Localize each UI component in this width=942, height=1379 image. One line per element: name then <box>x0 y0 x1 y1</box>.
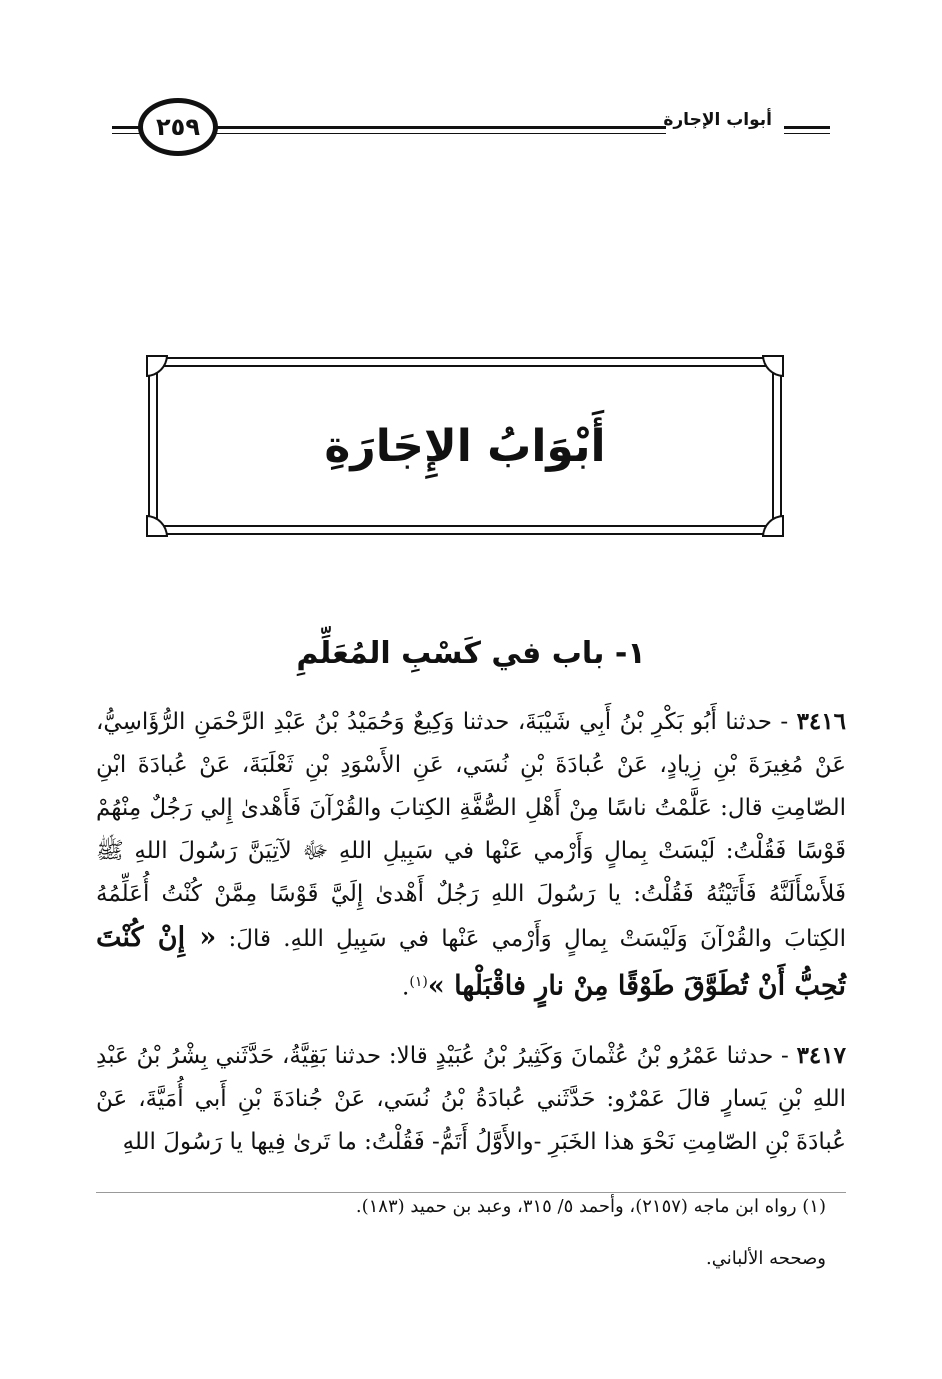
hadith-number: ٣٤١٦ <box>796 708 846 735</box>
hadith-text: - حدثنا أَبُو بَكْرِ بْنُ أَبِي شَيْبَةَ، حدثنا وَكِيعٌ وَحُمَيْدُ بْنُ عَبْدِ الرَّحْمَنِ الرُّؤَاسِيُّ، عَنْ مُغِيرَةَ بْنِ زِيادٍ، عَنْ عُبادَةَ بْنِ نُسَي، عَنِ الأَسْوَدِ بْنِ ثَعْلَبَةَ، عَنْ عُبادَةَ ابْنِ الصّامِتِ قال: عَلَّمْتُ ناسًا مِنْ أَهْلِ الصُّفَّةِ الكِتابَ والقُرْآنَ فَأَهْدىٰ إِلي رَجُلٌ مِنْهُمْ قَوْسًا فَقُلْتُ: لَيْسَتْ بِمالٍ وَأَرْمي عَنْها في سَبِيلِ اللهِ ﷻ لآتِيَنَّ رَسُولَ اللهِ ﷺ فَلأَسْأَلَنَّهُ فَأَتَيْتُهُ فَقُلْتُ: يا رَسُولَ اللهِ رَجُلٌ أَهْدىٰ إِلَيَّ قَوْسًا مِمَّنْ كُنْتُ أُعَلِّمُهُ الكِتابَ والقُرْآنَ وَلَيْسَتْ بِمالٍ وَأَرْمي عَنْها في سَبِيلِ اللهِ. قالَ: <box>96 709 846 952</box>
hadith-paragraph <box>96 1034 846 1164</box>
chapter-heading: ١- باب في كَسْبِ المُعَلِّمِ <box>296 636 646 671</box>
hadith-text: - حدثنا عَمْرُو بْنُ عُثْمانَ وَكَثِيرُ بْنُ عُبَيْدٍ قالا: حدثنا بَقِيَّةُ، حَدَّثَني بِشْرُ بْنُ عَبْدِ اللهِ بْنِ يَسارٍ قالَ عَمْرٌو: حَدَّثَني عُبادَةُ بْنُ نُسَي، عَنْ جُنادَةَ بْنِ أَبي أُمَيَّةَ، عَنْ عُبادَةَ بْنِ الصّامِتِ نَحْوَ هذا الخَبَرِ -والأَوَّلُ أَتَمُّ- فَقُلْتُ: ما تَرىٰ فِيها يا رَسُولَ اللهِ <box>96 1043 846 1155</box>
sentence-end: . <box>402 974 410 1001</box>
header-rule-right-thin <box>784 133 830 134</box>
footnote-separator <box>96 1192 846 1193</box>
header-rule-middle-thin <box>212 133 666 134</box>
header-rule-right <box>784 126 830 129</box>
page-number: ٢٥٩ <box>138 98 218 156</box>
hadith-number: ٣٤١٧ <box>796 1042 846 1069</box>
header-rule-middle <box>212 126 666 129</box>
running-title: أبواب الإجارة <box>663 110 772 130</box>
footnote-1: (١) رواه ابن ماجه (٢١٥٧)، وأحمد ٥/ ٣١٥، وعبد بن حميد (١٨٣). <box>355 1196 826 1217</box>
prophet-quote: « إِنْ كُنْتَ تُحِبُّ أَنْ تُطَوَّقَ طَوْقًا مِنْ نارٍ فاقْبَلْها » <box>96 922 846 1002</box>
hadith-paragraph <box>96 700 846 1010</box>
section-title: أَبْوَابُ الإِجَارَةِ <box>324 420 606 472</box>
footnote-ref: (١) <box>409 974 428 990</box>
footnote-1-continued: وصححه الألباني. <box>706 1248 826 1269</box>
